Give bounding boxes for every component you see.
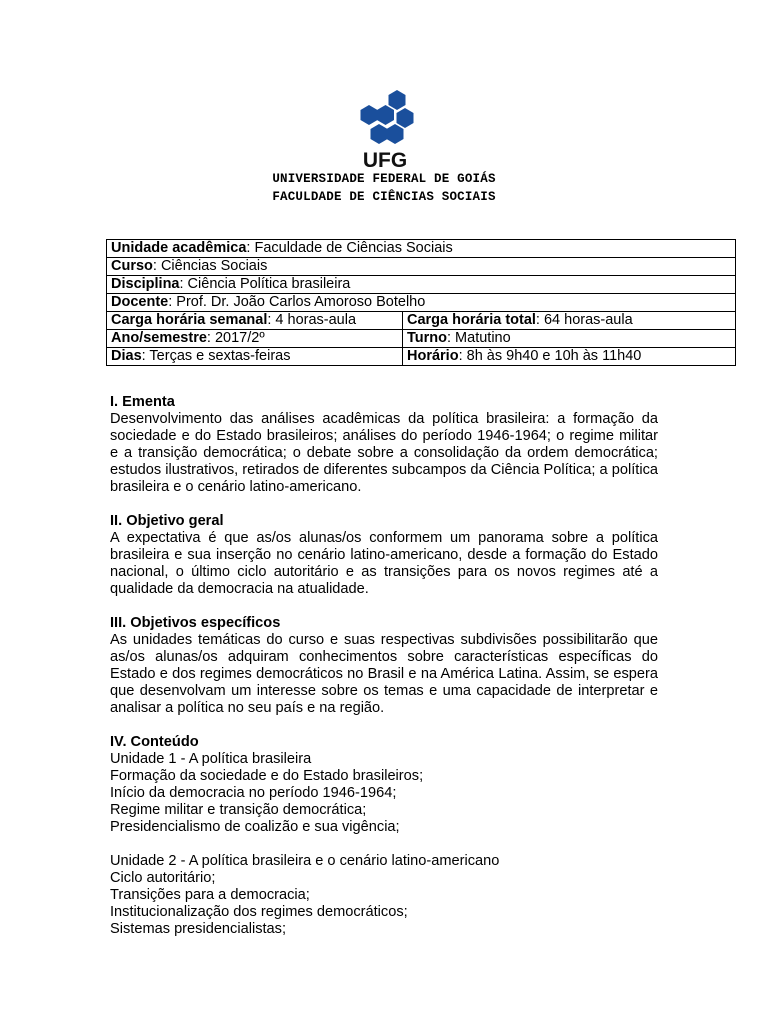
ementa-heading: I. Ementa	[110, 394, 175, 410]
disciplina-cell: Disciplina: Ciência Política brasileira	[107, 276, 736, 294]
list-item: Presidencialismo de coalizão e sua vigência;	[110, 819, 400, 835]
list-item: Transições para a democracia;	[110, 887, 310, 903]
docente-cell: Docente: Prof. Dr. João Carlos Amoroso Botelho	[107, 294, 736, 312]
conteudo-heading: IV. Conteúdo	[110, 734, 199, 750]
university-name: UNIVERSIDADE FEDERAL DE GOIÁS	[272, 172, 496, 186]
table-row	[107, 312, 736, 330]
list-item: Ciclo autoritário;	[110, 870, 216, 886]
table-row	[107, 276, 736, 294]
turno-cell: Turno: Matutino	[403, 330, 736, 348]
ufg-logo	[355, 88, 415, 170]
table-row	[107, 294, 736, 312]
table-row	[107, 258, 736, 276]
table-row	[107, 330, 736, 348]
course-info-table	[106, 239, 736, 366]
unidade-cell: Unidade acadêmica: Faculdade de Ciências Sociais	[107, 240, 736, 258]
objetivo-geral-heading: II. Objetivo geral	[110, 513, 224, 529]
list-item: Institucionalização dos regimes democráticos;	[110, 904, 408, 920]
list-item: Sistemas presidencialistas;	[110, 921, 287, 937]
objetivo-geral-text: A expectativa é que as/os alunas/os conformem um panorama sobre a política brasileira e sua inserção no cenário latino-americano, desde a formação do Estado nacional, o último ciclo autoritário e as transições para os novos regimes até a qualidade da democracia na atualidade.	[110, 530, 658, 597]
faculty-name: FACULDADE DE CIÊNCIAS SOCIAIS	[272, 190, 496, 204]
syllabus-content	[110, 394, 658, 938]
objetivos-especificos-text: As unidades temáticas do curso e suas respectivas subdivisões possibilitarão que as/os alunas/os adquiram conhecimentos sobre características específicas do Estado e dos regimes democráticos no Brasil e na América Latina. Assim, se espera que desenvolvam um interesse sobre os temas e uma capacidade de interpretar e analisar a política no seu país e na região.	[110, 632, 658, 716]
carga-total-cell: Carga horária total: 64 horas-aula	[403, 312, 736, 330]
unit1-title: Unidade 1 - A política brasileira	[110, 751, 312, 767]
unit2-title: Unidade 2 - A política brasileira e o cenário latino-americano	[110, 853, 500, 869]
curso-cell: Curso: Ciências Sociais	[107, 258, 736, 276]
logo-text: UFG	[362, 149, 408, 170]
list-item: Início da democracia no período 1946-1964;	[110, 785, 397, 801]
table-row	[107, 240, 736, 258]
carga-semanal-cell: Carga horária semanal: 4 horas-aula	[107, 312, 403, 330]
objetivos-especificos-heading: III. Objetivos específicos	[110, 615, 281, 631]
horario-cell: Horário: 8h às 9h40 e 10h às 11h40	[403, 348, 736, 366]
ementa-text: Desenvolvimento das análises acadêmicas da política brasileira: a formação da sociedade e do Estado brasileiros; análises do período 1946-1964; o regime militar e a transição democrática; o debate sobre a consolidação da ordem democrática; estudos ilustrativos, retirados de diferentes subcampos da Ciência Política; a política brasileira e o cenário latino-americano.	[110, 411, 658, 495]
list-item: Regime militar e transição democrática;	[110, 802, 367, 818]
ano-semestre-cell: Ano/semestre: 2017/2º	[107, 330, 403, 348]
dias-cell: Dias: Terças e sextas-feiras	[107, 348, 403, 366]
table-row	[107, 348, 736, 366]
list-item: Formação da sociedade e do Estado brasileiros;	[110, 768, 424, 784]
